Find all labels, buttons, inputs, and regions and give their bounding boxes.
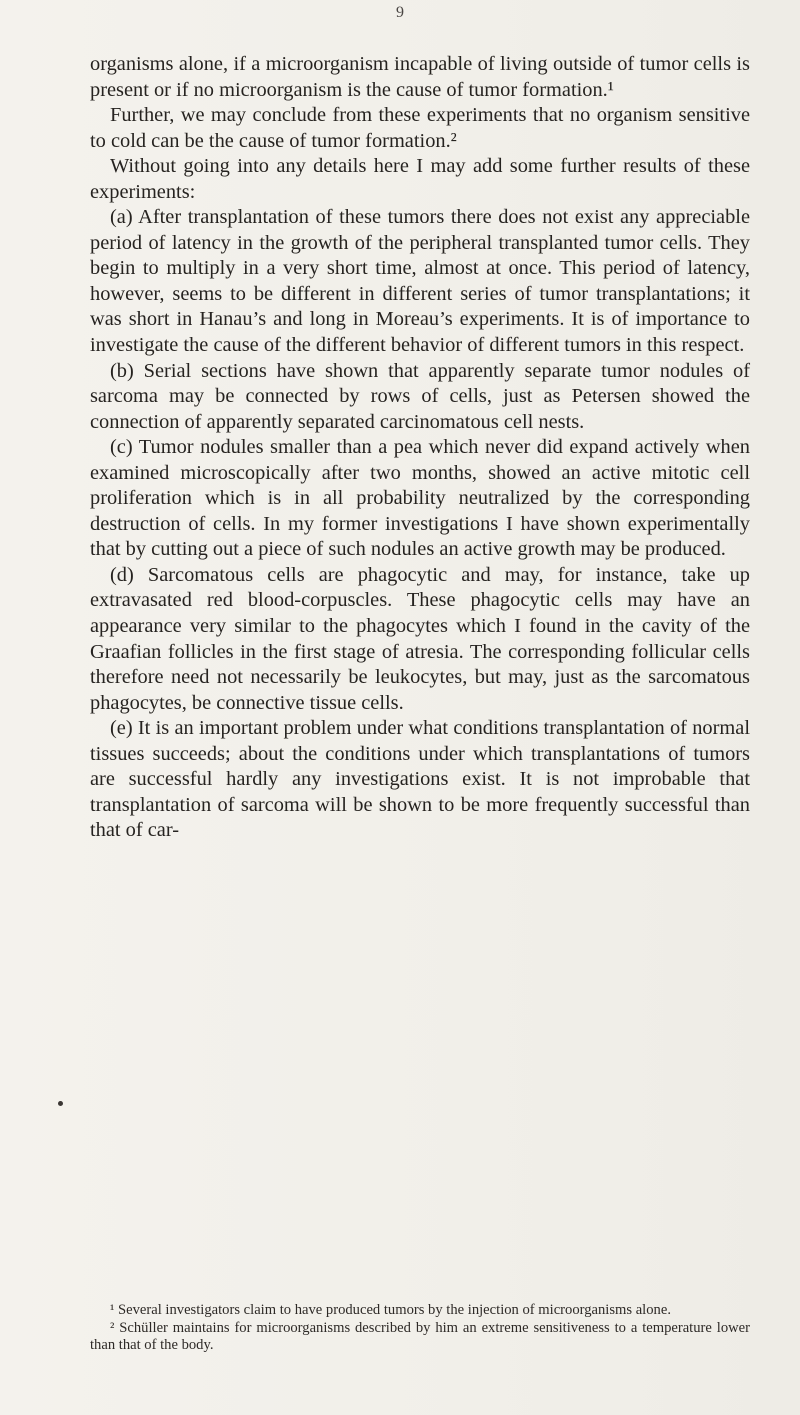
paragraph-item-d: (d) Sarcomatous cells are phagocytic and may, for instance, take up extravasated red blood-corpuscles. These phagocytic cells may have an appearance very similar to the phagocytes which I found in the cavity of the Graafian follicles in the first stage of atresia. The corresponding follicular cells therefore need not necessarily be leukocytes, but may, just as the sarcomatous phagocytes, be connective tissue cells. (90, 563, 750, 714)
body-text (90, 52, 750, 844)
paragraph-item-e: (e) It is an important problem under what conditions transplantation of normal tissues succeeds; about the conditions under which transplantations of tumors are successful hardly any investigations exist. It is not improbable that transplantation of sarcoma will be shown to be more frequently successful than that of car- (90, 717, 750, 842)
margin-mark (58, 1101, 63, 1106)
paragraph-cold-sensitivity: Further, we may conclude from these experiments that no organism sensitive to cold can be the cause of tumor formation.² (90, 104, 750, 152)
footnote-2: ² Schüller maintains for microorganisms described by him an extreme sensitiveness to a temperature lower than that of the body. (90, 1319, 750, 1353)
paragraph-continuation: organisms alone, if a microorganism incapable of living outside of tumor cells is present or if no microorganism is the cause of tumor formation.¹ (90, 53, 750, 101)
paragraph-item-b: (b) Serial sections have shown that apparently separate tumor nodules of sarcoma may be connected by rows of cells, just as Petersen showed the connection of apparently separated carcinomatous cell nests. (90, 359, 750, 433)
page-number: 9 (396, 4, 404, 21)
paragraph-item-c: (c) Tumor nodules smaller than a pea which never did expand actively when examined microscopically after two months, showed an active mitotic cell proliferation which is in all probability neutralized by the corresponding destruction of cells. In my former investigations I have shown experimentally that by cutting out a piece of such nodules an active growth may be produced. (90, 436, 750, 561)
paragraph-item-a: (a) After transplantation of these tumors there does not exist any appreciable period of latency in the growth of the peripheral transplanted tumor cells. They begin to multiply in a very short time, almost at once. This period of latency, however, seems to be different in different series of tumor transplantations; it was short in Hanau’s and long in Moreau’s experiments. It is of importance to investigate the cause of the different behavior of different tumors in this respect. (90, 206, 750, 357)
footnote-1: ¹ Several investigators claim to have produced tumors by the injection of microorganisms alone. (110, 1302, 671, 1318)
paragraph-further-results: Without going into any details here I may add some further results of these experiments: (90, 155, 750, 203)
footnotes (90, 1302, 750, 1355)
